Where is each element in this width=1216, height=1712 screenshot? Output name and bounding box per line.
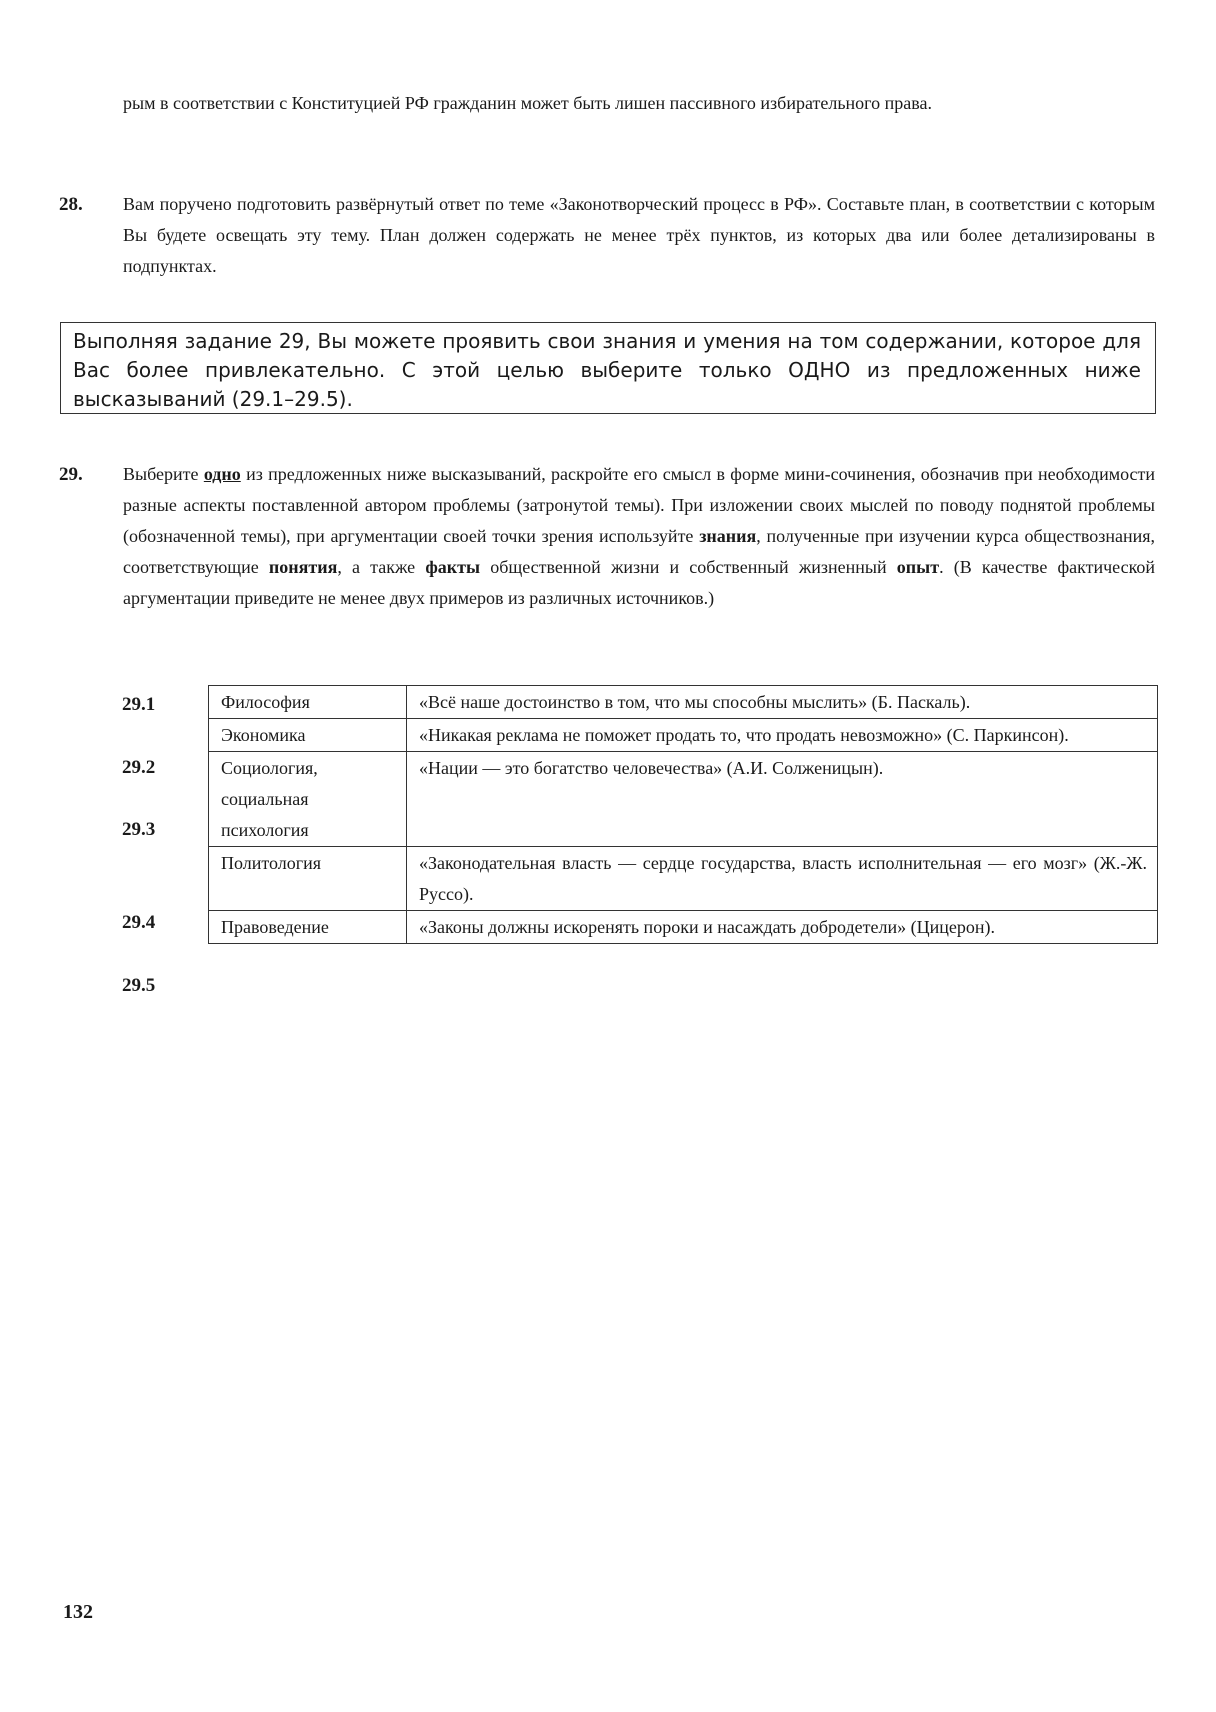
task-29-text-1: Выберите — [123, 464, 199, 484]
task-29-text-5: общественной жизни и собственный жизненный — [490, 557, 887, 577]
table-row — [209, 847, 1158, 911]
option-subject: Философия — [209, 686, 407, 719]
task-29-number: 29. — [59, 464, 83, 485]
option-subject: Экономика — [209, 719, 407, 752]
option-quote: «Никакая реклама не поможет продать то, что продать невозможно» (С. Паркинсон). — [407, 719, 1158, 752]
task-28-number: 28. — [59, 194, 83, 215]
option-quote: «Законы должны искоренять пороки и насаждать добродетели» (Цицерон). — [407, 911, 1158, 944]
option-subject: Правоведение — [209, 911, 407, 944]
options-table — [208, 685, 1158, 944]
table-row — [209, 686, 1158, 719]
option-number: 29.3 — [122, 819, 156, 840]
option-subject: Политология — [209, 847, 407, 911]
task-29-one: одно — [203, 464, 241, 484]
task-29-text-6: . (В качестве фактической аргументации приведите не менее двух примеров из различных источников.) — [123, 557, 1156, 608]
task-29-concepts: понятия — [268, 557, 338, 577]
task-29-text-2: из предложенных ниже высказываний, раскройте его смысл в форме мини-сочинения, обозначив при необходимости разные аспекты поставленной автором проблемы (затронутой темы). При изложении своих мыслей по поводу поднятой проблемы (обозначенной темы), при аргументации своей точки зрения используйте — [123, 464, 1156, 546]
task-29 — [59, 459, 1156, 614]
table-row — [209, 911, 1158, 944]
task-28 — [59, 189, 1155, 282]
task-29-text-3: , полученные при изучении курса обществознания, соответствующие — [123, 526, 1156, 577]
table-row — [209, 719, 1158, 752]
table-row — [209, 752, 1158, 847]
option-subject: Социология, социальная психология — [209, 752, 407, 847]
option-number: 29.5 — [122, 975, 156, 996]
option-number: 29.2 — [122, 757, 156, 778]
option-quote: «Всё наше достоинство в том, что мы способны мыслить» (Б. Паскаль). — [407, 686, 1158, 719]
page-number: 132 — [63, 1601, 93, 1623]
task-28-text: Вам поручено подготовить развёрнутый ответ по теме «Законотворческий процесс в РФ». Составьте план, в соответствии с которым Вы будете освещать эту тему. План должен содержать не менее трёх пунктов, из которых два или более детализированы в подпунктах. — [123, 194, 1155, 276]
task-29-text-4: , а также — [337, 557, 416, 577]
task-29-facts: факты — [425, 557, 481, 577]
option-quote: «Нации — это богатство человечества» (А.И. Солженицын). — [407, 752, 1158, 847]
option-quote: «Законодательная власть — сердце государства, власть исполнительная — его мозг» (Ж.-Ж. Руссо). — [407, 847, 1158, 911]
option-number: 29.4 — [122, 912, 156, 933]
task-29-experience: опыт — [896, 557, 940, 577]
info-box: Выполняя задание 29, Вы можете проявить свои знания и умения на том содержании, которое для Вас более привлекательно. С этой целью выберите только ОДНО из предложенных ниже высказываний (29.1–29.5). — [60, 322, 1156, 414]
task-29-knowledge: знания — [699, 526, 757, 546]
option-number: 29.1 — [122, 694, 156, 715]
continuation-text: рым в соответствии с Конституцией РФ гражданин может быть лишен пассивного избирательного права. — [123, 93, 932, 113]
